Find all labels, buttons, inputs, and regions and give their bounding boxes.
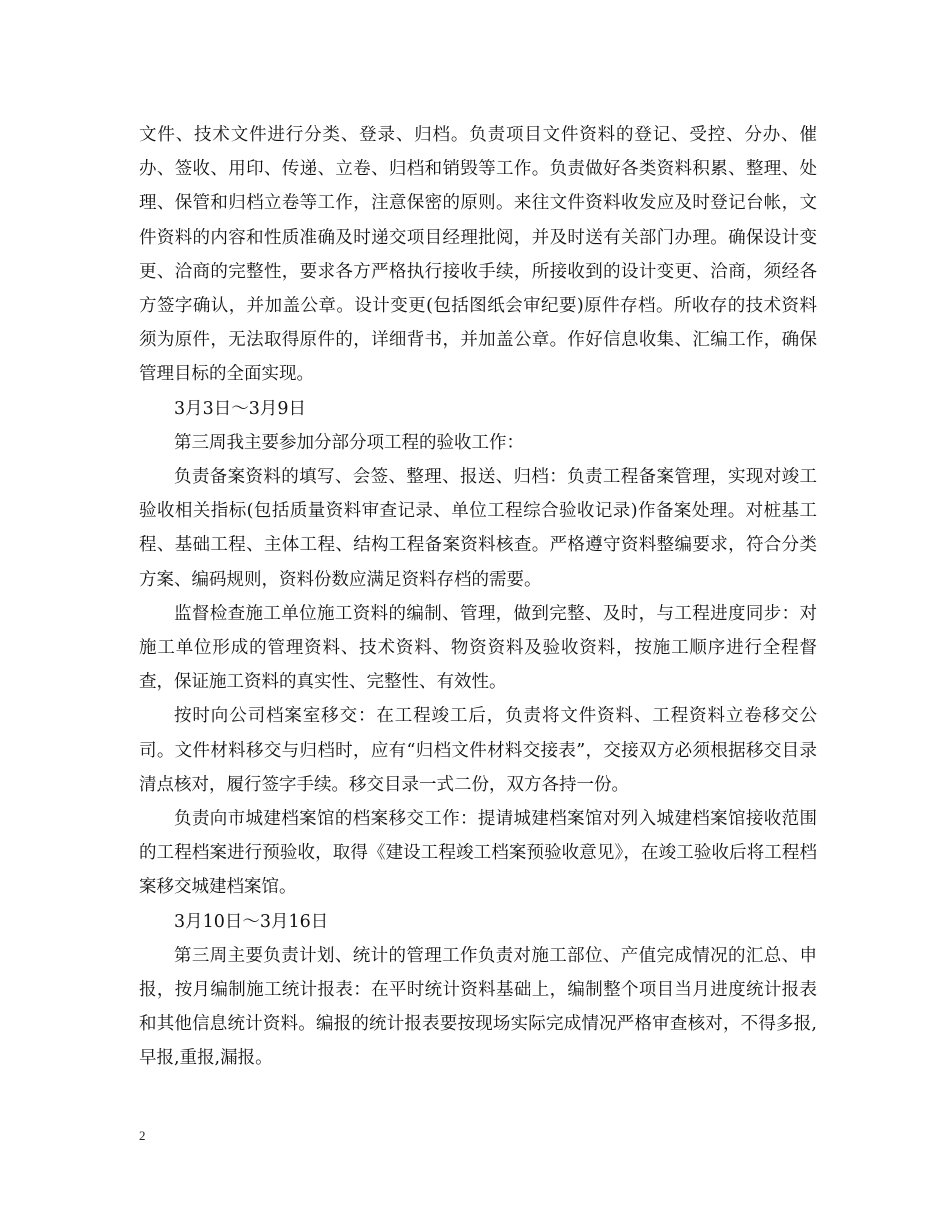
paragraph-2: 第三周我主要参加分部分项工程的验收工作： bbox=[174, 432, 524, 453]
paragraph-6: 负责向市城建档案馆的档案移交工作：提请城建档案馆对列入城建档案馆接收范围的工程档案进行预验收，取得《建设工程竣工档案预验收意见》，在竣工验收后将工程档案移交城建档案馆。 bbox=[139, 809, 817, 898]
section-date-heading: 3月10日～3月16日 bbox=[174, 911, 329, 932]
paragraph-5: 按时向公司档案室移交：在工程竣工后，负责将文件资料、工程资料立卷移交公司。文件材料移交与归档时，应有“归档文件材料交接表”，交接双方必须根据移交目录清点核对，履行签字手续。移交目录一式二份，双方各持一份。 bbox=[139, 706, 817, 795]
document-body bbox=[139, 118, 817, 1076]
page-number: 2 bbox=[139, 1128, 146, 1143]
paragraph-1: 文件、技术文件进行分类、登录、归档。负责项目文件资料的登记、受控、分办、催办、签收、用印、传递、立卷、归档和销毁等工作。负责做好各类资料积累、整理、处理、保管和归档立卷等工作，注意保密的原则。来往文件资料收发应及时登记台帐，文件资料的内容和性质准确及时递交项目经理批阅，并及时送有关部门办理。确保设计变更、洽商的完整性，要求各方严格执行接收手续，所接收到的设计变更、洽商，须经各方签字确认，并加盖公章。设计变更(包括图纸会审纪要)原件存档。所收存的技术资料须为原件，无法取得原件的，详细背书，并加盖公章。作好信息收集、汇编工作，确保管理目标的全面实现。 bbox=[139, 125, 817, 385]
section-date-heading: 3月3日～3月9日 bbox=[174, 398, 307, 419]
paragraph-4: 监督检查施工单位施工资料的编制、管理，做到完整、及时，与工程进度同步：对施工单位形成的管理资料、技术资料、物资资料及验收资料，按施工顺序进行全程督查，保证施工资料的真实性、完整性、有效性。 bbox=[139, 603, 817, 693]
paragraph-7: 第三周主要负责计划、统计的管理工作负责对施工部位、产值完成情况的汇总、申报，按月编制施工统计报表：在平时统计资料基础上，编制整个项目当月进度统计报表和其他信息统计资料。编报的统计报表要按现场实际完成情况严格审查核对，不得多报,早报,重报,漏报。 bbox=[139, 945, 817, 1069]
paragraph-3: 负责备案资料的填写、会签、整理、报送、归档：负责工程备案管理，实现对竣工验收相关指标(包括质量资料审查记录、单位工程综合验收记录)作备案处理。对桩基工程、基础工程、主体工程、结构工程备案资料核查。严格遵守资料整编要求，符合分类方案、编码规则，资料份数应满足资料存档的需要。 bbox=[139, 467, 817, 590]
